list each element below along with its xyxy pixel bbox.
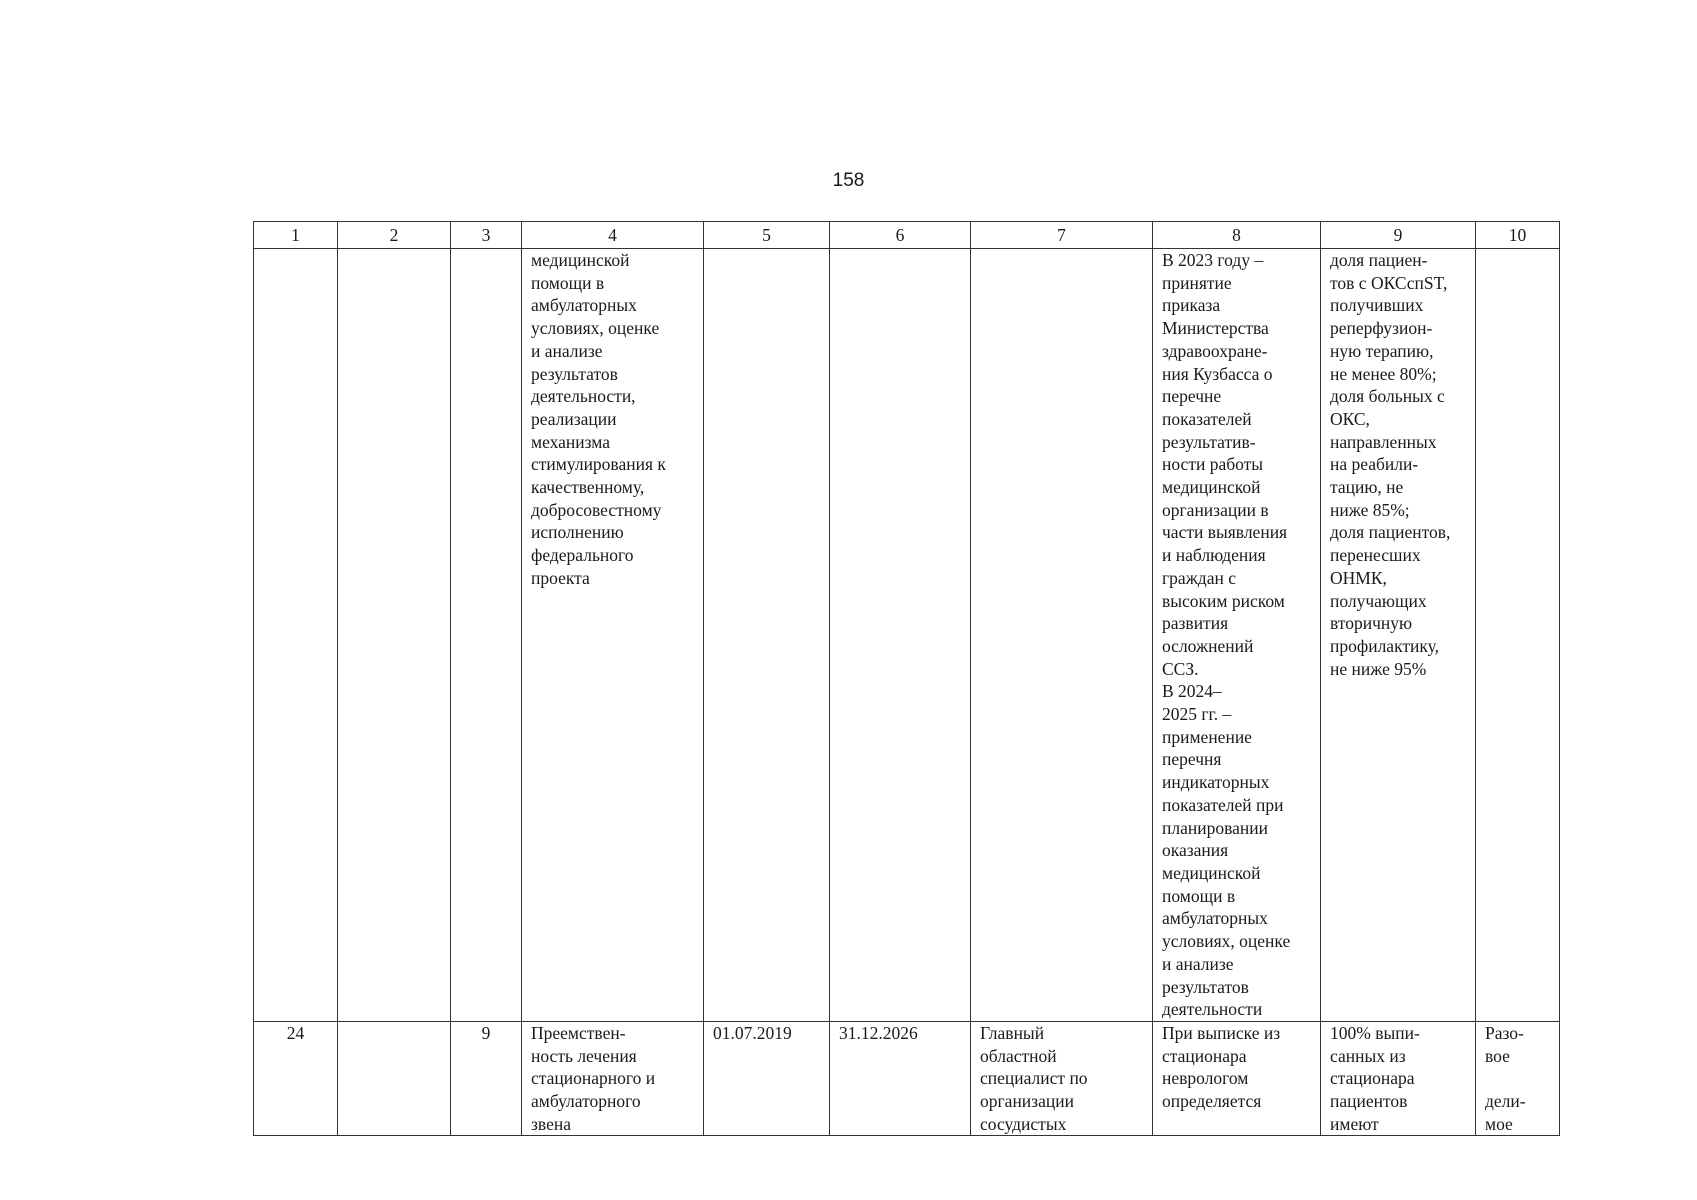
table-cell [704,249,830,1022]
column-header-7: 7 [971,222,1153,249]
table-cell [451,249,522,1022]
column-header-1: 1 [254,222,338,249]
column-header-3: 3 [451,222,522,249]
column-header-6: 6 [830,222,971,249]
column-header-2: 2 [338,222,451,249]
table-cell [338,1021,451,1136]
table-cell [1476,249,1560,1022]
table-cell: Главный областной специалист по организации сосудистых [971,1021,1153,1136]
start-date-cell: 01.07.2019 [704,1021,830,1136]
table-cell [338,249,451,1022]
table-row [254,249,1560,1022]
table-cell: В 2023 году – принятие приказа Министерства здравоохране- ния Кузбасса о перечне показателей результатив- ности работы медицинской организации в части выявления и наблюдения граждан с высоким риском развития осложнений ССЗ. В 2024– 2025 гг. – применение перечня индикаторных показателей при планировании оказания медицинской помощи в амбулаторных условиях, оценке и анализе результатов деятельности [1153,249,1321,1022]
table-cell: 100% выпи- санных из стационара пациентов имеют [1321,1021,1476,1136]
page-number: 158 [832,170,865,191]
table-row [254,1021,1560,1136]
table-cell [254,249,338,1022]
column-header-4: 4 [522,222,704,249]
column-header-10: 10 [1476,222,1560,249]
document-table [253,221,1560,1136]
column-header-9: 9 [1321,222,1476,249]
table-cell: 9 [451,1021,522,1136]
column-header-5: 5 [704,222,830,249]
table-cell [971,249,1153,1022]
table-cell: При выписке из стационара неврологом определяется [1153,1021,1321,1136]
table-cell: Разо- вое дели- мое [1476,1021,1560,1136]
row-number-cell: 24 [254,1021,338,1136]
column-header-8: 8 [1153,222,1321,249]
table-header-row [254,222,1560,249]
table-cell [830,249,971,1022]
table-cell: Преемствен- ность лечения стационарного и амбулаторного звена [522,1021,704,1136]
end-date-cell: 31.12.2026 [830,1021,971,1136]
table-cell: доля пациен- тов с ОКСспST, получивших реперфузион- ную терапию, не менее 80%; доля больных с ОКС, направленных на реабили- тацию, не ниже 85%; доля пациентов, перенесших ОНМК, получающих вторичную профилактику, не ниже 95% [1321,249,1476,1022]
table-cell: медицинской помощи в амбулаторных условиях, оценке и анализе результатов деятельности, реализации механизма стимулирования к качественному, добросовестному исполнению федерального проекта [522,249,704,1022]
